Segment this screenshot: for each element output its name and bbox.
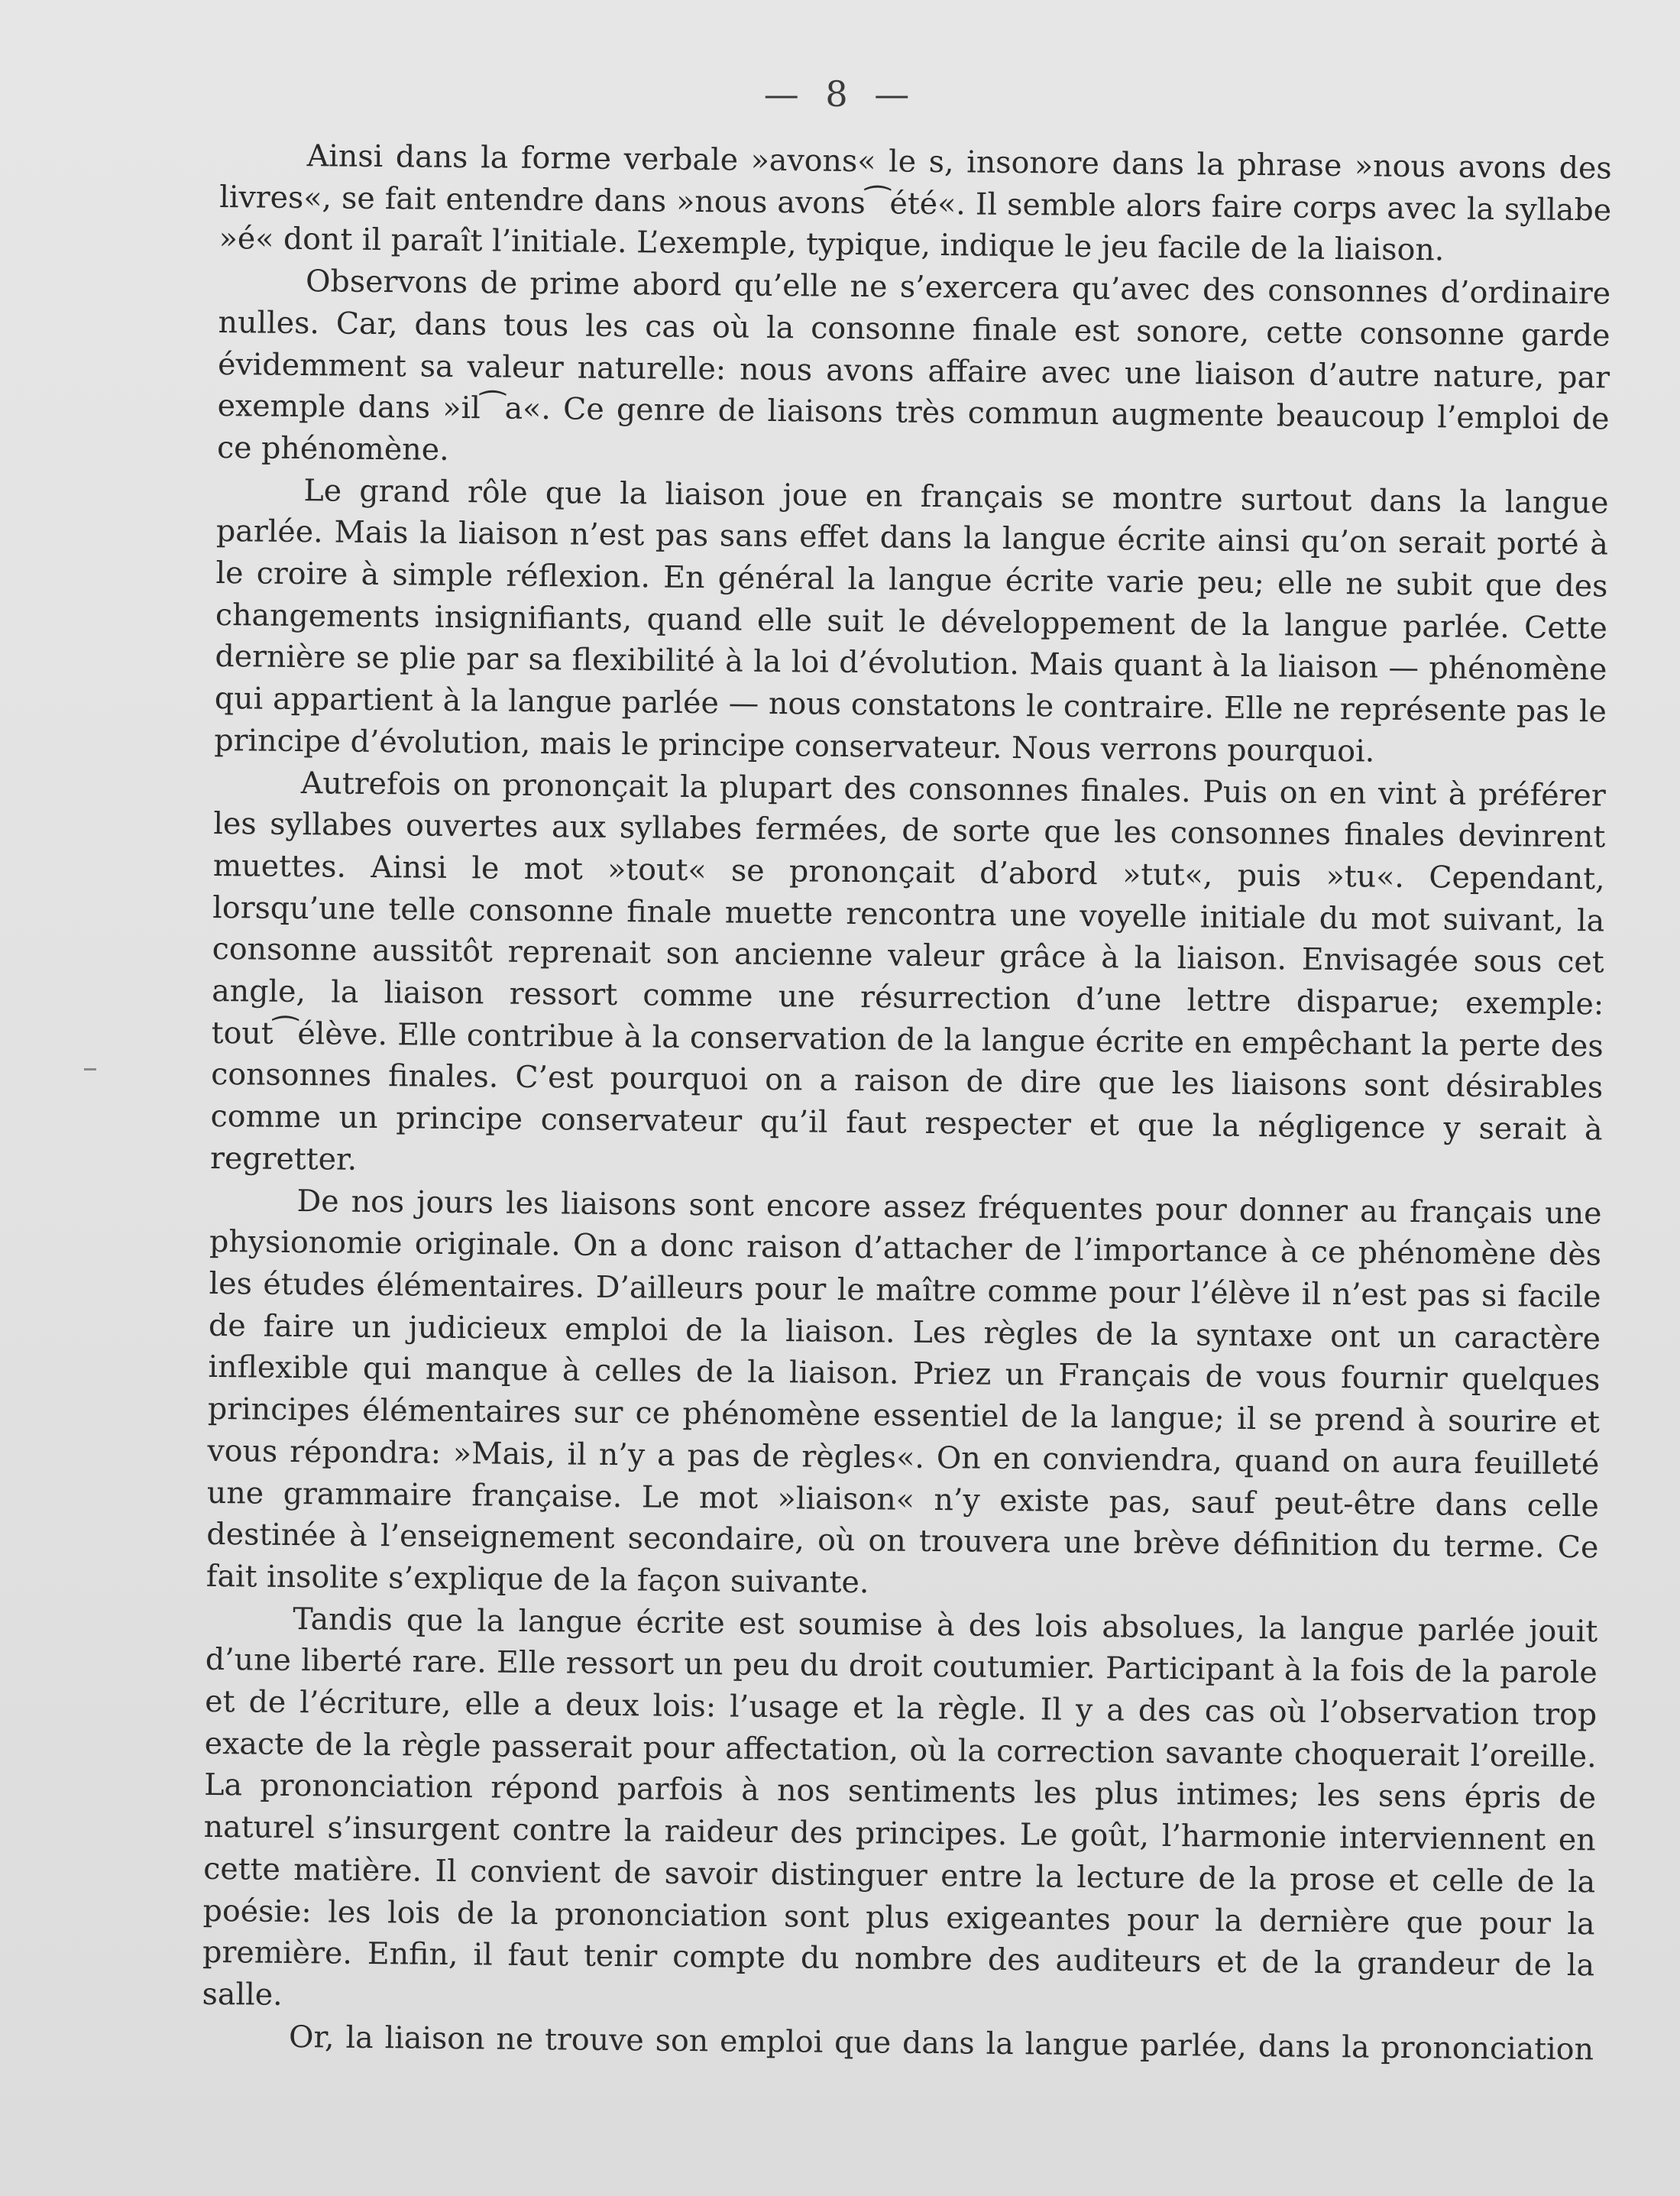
margin-mark xyxy=(84,1068,96,1070)
paragraph: Le grand rôle que la liaison joue en français se montre surtout dans la langue parlée. Mais la liaison n’est pas sans effet dans la langue écrite ainsi qu’on serait porté à le croire à simple réflexion. En général la langue écrite varie peu; elle ne subit que des changements insignifiants, quand elle suit le développement de la langue parlée. Cette dernière se plie par sa flexibilité à la loi d’évolution. Mais quant à la liaison — phénomène qui appartient à la langue parlée — nous constatons le contraire. Elle ne représente pas le principe d’évolution, mais le principe conservateur. Nous verrons pourquoi. xyxy=(214,472,1609,769)
paragraph: Observons de prime abord qu’elle ne s’exercera qu’avec des consonnes d’ordinaire nulles. Car, dans tous les cas où la consonne finale est sonore, cette consonne garde évidemment sa valeur naturelle: nous avons affaire avec une liaison d’autre nature, par exemple dans »il⁀a«. Ce genre de liaisons très commun augmente beaucoup l’emploi de ce phénomène. xyxy=(216,264,1611,468)
paragraph: De nos jours les liaisons sont encore assez fréquentes pour donner au français une physionomie originale. On a donc raison d’attacher de l’importance à ce phénomène dès les études élémentaires. D’ailleurs pour le maître comme pour l’élève il n’est pas si facile de faire un judicieux emploi de la liaison. Les règles de la syntaxe ont un caractère inflexible qui manque à celles de la liaison. Priez un Français de vous fournir quelques principes élémentaires sur ce phénomène essentiel de la langue; il se prend à sourire et vous répondra: »Mais, il n’y a pas de règles«. On en conviendra, quand on aura feuilleté une grammaire française. Le mot »liaison« n’y existe pas, sauf peut-être dans celle destinée à l’enseignement secondaire, où on trouvera une brève définition du terme. Ce fait insolite s’explique de la façon suivante. xyxy=(206,1183,1602,1601)
paragraph: Ainsi dans la forme verbale »avons« le s, insonore dans la phrase »nous avons des livres«, se fait entendre dans »nous avons⁀été«. Il semble alors faire corps avec la syllabe »é« dont il paraît l’initiale. L’exemple, typique, indique le jeu facile de la liaison. xyxy=(218,138,1612,268)
page-number: — 8 — xyxy=(763,73,918,115)
body-text xyxy=(202,134,1612,2071)
paragraph: Or, la liaison ne trouve son emploi que dans la langue parlée, dans la prononciation xyxy=(288,2019,1594,2068)
paragraph: Autrefois on prononçait la plupart des consonnes finales. Puis on en vint à préférer les syllabes ouvertes aux syllabes fermées, de sorte que les consonnes finales devinrent muettes. Ainsi le mot »tout« se prononçait d’abord »tut«, puis »tu«. Cependant, lorsqu’une telle consonne finale muette rencontra une voyelle initiale du mot suivant, la consonne aussitôt reprenait son ancienne valeur grâce à la liaison. Envisagée sous cet angle, la liaison ressort comme une résurrection d’une lettre disparue; exemple: tout⁀élève. Elle contribue à la conservation de la langue écrite en empêchant la perte des consonnes finales. C’est pourquoi on a raison de dire que les liaisons sont désirables comme un principe conservateur qu’il faut respecter et que la négligence y serait à regretter. xyxy=(209,765,1607,1177)
paragraph: Tandis que la langue écrite est soumise à des lois absolues, la langue parlée jouit d’une liberté rare. Elle ressort un peu du droit coutumier. Participant à la fois de la parole et de l’écriture, elle a deux lois: l’usage et la règle. Il y a des cas où l’observation trop exacte de la règle passerait pour affectation, où la correction savante choquerait l’oreille. La prononciation répond parfois à nos sentiments les plus intimes; les sens épris de naturel s’insurgent contre la raideur des principes. Le goût, l’harmonie interviennent en cette matière. Il convient de savoir distinguer entre la lecture de la prose et celle de la poésie: les lois de la prononciation sont plus exigeantes pour la dernière que pour la première. Enfin, il faut tenir compte du nombre des auditeurs et de la grandeur de la salle. xyxy=(202,1601,1598,2013)
